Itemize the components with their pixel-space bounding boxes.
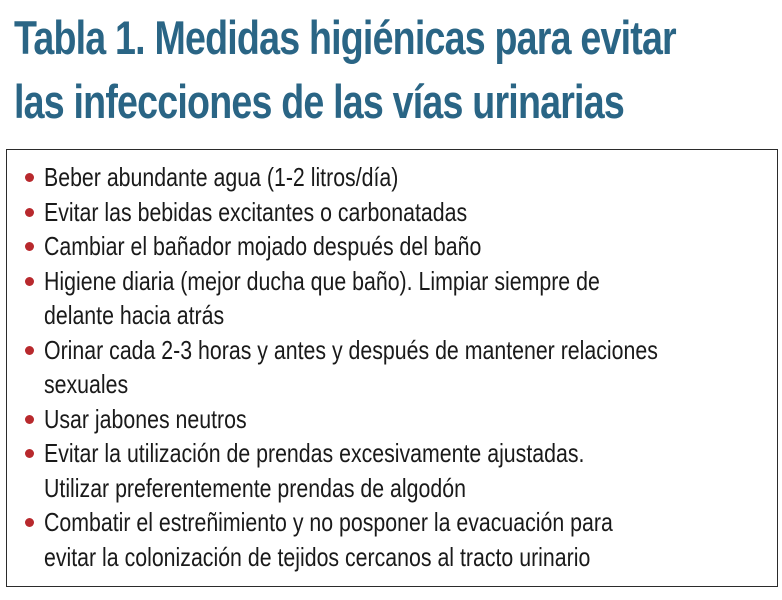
list-item [7, 264, 777, 333]
list-item-text: Evitar la utilización de prendas excesivamente ajustadas. Utilizar preferentemente prendas de algodón [44, 438, 585, 503]
list-item-text: Higiene diaria (mejor ducha que baño). Limpiar siempre de delante hacia atrás [44, 265, 600, 330]
list-item-text: Usar jabones neutros [44, 403, 247, 434]
bullet-icon [25, 346, 34, 355]
table-title [14, 6, 774, 134]
measures-box [6, 149, 778, 587]
title-line-1: Tabla 1. Medidas higiénicas para evitar [14, 11, 676, 64]
bullet-icon [25, 208, 34, 217]
measures-list [7, 160, 777, 574]
title-line-2: las infecciones de las vías urinarias [14, 75, 624, 128]
list-item-text: Cambiar el bañador mojado después del baño [44, 231, 482, 261]
list-item-text: Evitar las bebidas excitantes o carbonatadas [44, 196, 468, 227]
list-item [7, 333, 777, 402]
bullet-icon [25, 173, 34, 182]
list-item-text: Beber abundante agua (1-2 litros/día) [44, 162, 399, 192]
bullet-icon [25, 518, 34, 527]
bullet-icon [25, 449, 34, 458]
list-item [7, 229, 777, 264]
list-item [7, 436, 777, 505]
list-item [7, 195, 777, 230]
list-item [7, 505, 777, 574]
list-item [7, 402, 777, 437]
list-item-text: Orinar cada 2-3 horas y antes y después de mantener relaciones sexuales [44, 334, 658, 399]
bullet-icon [25, 277, 34, 286]
bullet-icon [25, 415, 34, 424]
list-item-text: Combatir el estreñimiento y no posponer la evacuación para evitar la colonización de tejidos cercanos al tracto urinario [44, 507, 613, 572]
list-item [7, 160, 777, 195]
bullet-icon [25, 242, 34, 251]
